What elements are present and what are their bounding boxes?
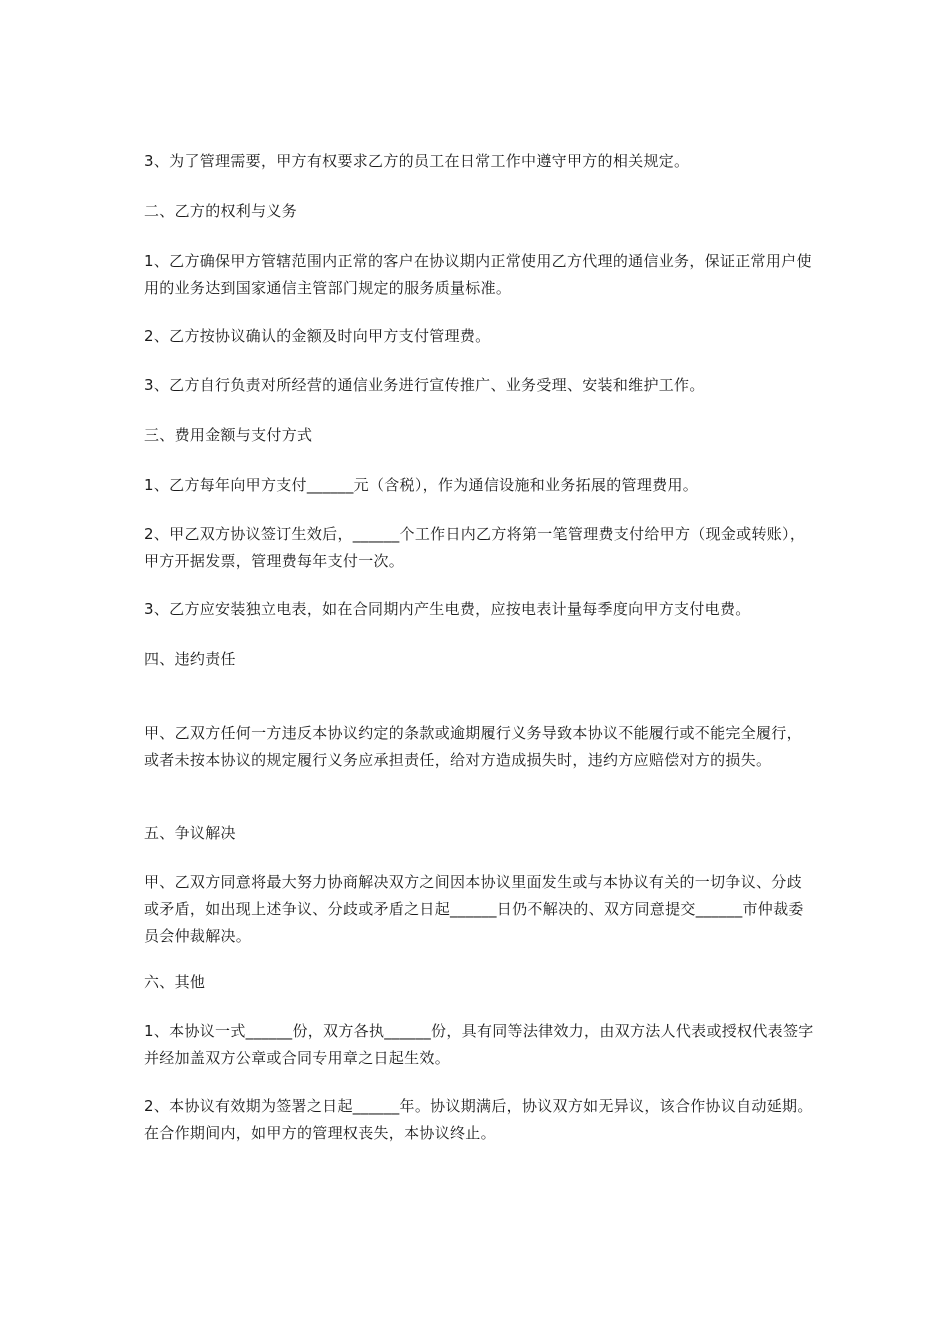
section-heading-5: 五、争议解决 [144,824,236,842]
clause-b-2: 2、乙方按协议确认的金额及时向甲方支付管理费。 [144,327,491,345]
clause-b-1: 1、乙方确保甲方管辖范围内正常的客户在协议期内正常使用乙方代理的通信业务，保证正常用户使用的业务达到国家通信主管部门规定的服务质量标准。 [144,252,812,297]
clause-c-1: 1、乙方每年向甲方支付______元（含税），作为通信设施和业务拓展的管理费用。 [144,476,699,494]
clause-e: 甲、乙双方同意将最大努力协商解决双方之间因本协议里面发生或与本协议有关的一切争议、分歧或矛盾，如出现上述争议、分歧或矛盾之日起______日仍不解决的、双方同意提交______市仲裁委员会仲裁解决。 [144,873,804,945]
clause-f-1: 1、本协议一式______份，双方各执______份，具有同等法律效力，由双方法人代表或授权代表签字并经加盖双方公章或合同专用章之日起生效。 [144,1022,814,1067]
clause-c-2: 2、甲乙双方协议签订生效后，______个工作日内乙方将第一笔管理费支付给甲方（现金或转账），甲方开据发票，管理费每年支付一次。 [144,525,806,570]
clause-d: 甲、乙双方任何一方违反本协议约定的条款或逾期履行义务导致本协议不能履行或不能完全履行，或者未按本协议的规定履行义务应承担责任，给对方造成损失时，违约方应赔偿对方的损失。 [144,724,802,769]
section-heading-4: 四、违约责任 [144,650,236,668]
section-heading-6: 六、其他 [144,973,206,991]
clause-a-3: 3、为了管理需要，甲方有权要求乙方的员工在日常工作中遵守甲方的相关规定。 [144,152,690,170]
clause-f-2: 2、本协议有效期为签署之日起______年。协议期满后，协议双方如无异议，该合作协议自动延期。在合作期间内，如甲方的管理权丧失，本协议终止。 [144,1097,813,1142]
section-heading-2: 二、乙方的权利与义务 [144,202,298,220]
clause-c-3: 3、乙方应安装独立电表，如在合同期内产生电费，应按电表计量每季度向甲方支付电费。 [144,600,751,618]
clause-b-3: 3、乙方自行负责对所经营的通信业务进行宣传推广、业务受理、安装和维护工作。 [144,376,705,394]
section-heading-3: 三、费用金额与支付方式 [144,426,313,444]
